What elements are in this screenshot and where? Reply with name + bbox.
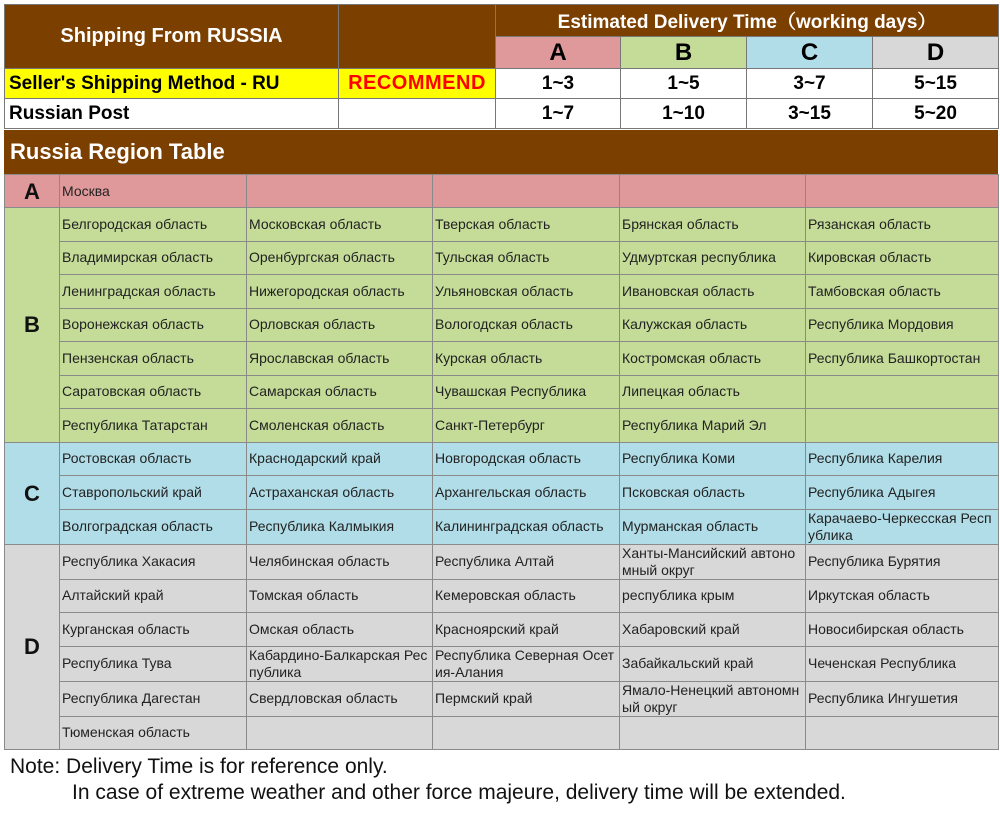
region-cell: Республика Марий Эл <box>620 409 806 443</box>
region-row <box>5 175 999 208</box>
recommend-badge: RECOMMEND <box>339 69 496 99</box>
region-cell <box>433 175 620 208</box>
region-cell: Смоленская область <box>247 409 433 443</box>
zone-header-c: C <box>747 37 873 69</box>
region-cell: Республика Карелия <box>806 442 999 476</box>
region-cell <box>806 375 999 409</box>
region-cell: Тамбовская область <box>806 275 999 309</box>
region-cell: Республика Татарстан <box>60 409 247 443</box>
region-cell: Московская область <box>247 208 433 242</box>
region-cell: Алтайский край <box>60 579 247 613</box>
note-line-1: Note: Delivery Time is for reference only. <box>10 755 388 778</box>
region-cell <box>620 716 806 750</box>
region-cell: Чувашская Республика <box>433 375 620 409</box>
region-cell: Ивановская область <box>620 275 806 309</box>
region-cell: Белгородская область <box>60 208 247 242</box>
region-cell: Кировская область <box>806 241 999 275</box>
zone-label-d: D <box>5 544 60 750</box>
region-cell: Красноярский край <box>433 613 620 647</box>
region-table-title: Russia Region Table <box>4 130 998 174</box>
time-seller-d: 5~15 <box>873 69 999 99</box>
region-cell: Республика Калмыкия <box>247 509 433 544</box>
region-cell: Свердловская область <box>247 681 433 716</box>
region-row <box>5 646 999 681</box>
region-cell: Забайкальский край <box>620 646 806 681</box>
region-cell: Краснодарский край <box>247 442 433 476</box>
zone-label-c: C <box>5 442 60 544</box>
region-row <box>5 208 999 242</box>
region-row <box>5 716 999 750</box>
zone-label-b: B <box>5 208 60 443</box>
zone-header-d: D <box>873 37 999 69</box>
region-row <box>5 442 999 476</box>
region-cell: Республика Адыгея <box>806 476 999 510</box>
shipping-title-spacer <box>339 5 496 69</box>
region-row <box>5 544 999 579</box>
region-cell: Брянская область <box>620 208 806 242</box>
region-cell: Новосибирская область <box>806 613 999 647</box>
region-cell: Республика Алтай <box>433 544 620 579</box>
region-cell: Архангельская область <box>433 476 620 510</box>
region-cell: Ставропольский край <box>60 476 247 510</box>
region-cell: Воронежская область <box>60 308 247 342</box>
region-cell: Республика Хакасия <box>60 544 247 579</box>
region-cell: Астраханская область <box>247 476 433 510</box>
time-post-b: 1~10 <box>621 99 747 129</box>
region-row <box>5 342 999 376</box>
region-cell: Курская область <box>433 342 620 376</box>
region-cell <box>806 175 999 208</box>
shipping-title: Shipping From RUSSIA <box>5 5 339 69</box>
region-cell: Республика Мордовия <box>806 308 999 342</box>
region-cell: Республика Башкортостан <box>806 342 999 376</box>
region-row <box>5 509 999 544</box>
region-cell: Москва <box>60 175 247 208</box>
region-cell: Пермский край <box>433 681 620 716</box>
region-cell: Саратовская область <box>60 375 247 409</box>
region-cell <box>247 175 433 208</box>
region-cell: Ямало-Ненецкий автономный округ <box>620 681 806 716</box>
time-post-a: 1~7 <box>496 99 621 129</box>
region-cell: Хабаровский край <box>620 613 806 647</box>
region-cell: Тверская область <box>433 208 620 242</box>
region-cell: республика крым <box>620 579 806 613</box>
region-row <box>5 308 999 342</box>
delivery-note <box>10 754 846 806</box>
region-cell: Калужская область <box>620 308 806 342</box>
time-seller-b: 1~5 <box>621 69 747 99</box>
region-cell: Оренбургская область <box>247 241 433 275</box>
region-cell: Омская область <box>247 613 433 647</box>
region-cell: Челябинская область <box>247 544 433 579</box>
region-row <box>5 476 999 510</box>
region-cell: Республика Бурятия <box>806 544 999 579</box>
region-cell: Самарская область <box>247 375 433 409</box>
region-cell: Владимирская область <box>60 241 247 275</box>
zone-header-a: A <box>496 37 621 69</box>
note-line-2: In case of extreme weather and other force majeure, delivery time will be extended. <box>72 781 846 804</box>
region-cell: Псковская область <box>620 476 806 510</box>
region-cell: Республика Ингушетия <box>806 681 999 716</box>
region-cell: Вологодская область <box>433 308 620 342</box>
region-cell: Ростовская область <box>60 442 247 476</box>
region-cell: Курганская область <box>60 613 247 647</box>
region-cell: Волгоградская область <box>60 509 247 544</box>
method-name-russian-post: Russian Post <box>5 99 339 129</box>
region-cell: Ленинградская область <box>60 275 247 309</box>
region-cell: Томская область <box>247 579 433 613</box>
region-cell: Мурманская область <box>620 509 806 544</box>
region-cell: Чеченская Республика <box>806 646 999 681</box>
region-cell: Кабардино-Балкарская Республика <box>247 646 433 681</box>
region-cell: Республика Северная Осетия-Алания <box>433 646 620 681</box>
region-cell: Республика Коми <box>620 442 806 476</box>
region-row <box>5 613 999 647</box>
time-seller-c: 3~7 <box>747 69 873 99</box>
region-cell: Ханты-Мансийский автономный округ <box>620 544 806 579</box>
region-row <box>5 409 999 443</box>
region-cell: Рязанская область <box>806 208 999 242</box>
region-cell: Нижегородская область <box>247 275 433 309</box>
method-name-seller: Seller's Shipping Method - RU <box>5 69 339 99</box>
region-row <box>5 681 999 716</box>
region-cell: Республика Дагестан <box>60 681 247 716</box>
shipping-time-table <box>4 4 999 129</box>
region-cell <box>433 716 620 750</box>
region-cell <box>247 716 433 750</box>
region-cell <box>620 175 806 208</box>
region-cell: Тульская область <box>433 241 620 275</box>
zone-label-a: A <box>5 175 60 208</box>
region-row <box>5 375 999 409</box>
region-row <box>5 241 999 275</box>
region-table <box>4 174 999 750</box>
region-cell <box>806 409 999 443</box>
region-cell: Республика Тува <box>60 646 247 681</box>
region-cell: Тюменская область <box>60 716 247 750</box>
region-cell: Карачаево-Черкесская Республика <box>806 509 999 544</box>
region-cell: Новгородская область <box>433 442 620 476</box>
region-cell: Кемеровская область <box>433 579 620 613</box>
region-cell: Ульяновская область <box>433 275 620 309</box>
region-cell: Удмуртская республика <box>620 241 806 275</box>
time-post-d: 5~20 <box>873 99 999 129</box>
region-row <box>5 275 999 309</box>
region-cell: Ярославская область <box>247 342 433 376</box>
region-cell: Санкт-Петербург <box>433 409 620 443</box>
region-cell <box>806 716 999 750</box>
time-seller-a: 1~3 <box>496 69 621 99</box>
region-cell: Иркутская область <box>806 579 999 613</box>
zone-header-b: B <box>621 37 747 69</box>
region-cell: Пензенская область <box>60 342 247 376</box>
time-post-c: 3~15 <box>747 99 873 129</box>
region-cell: Костромская область <box>620 342 806 376</box>
region-cell: Липецкая область <box>620 375 806 409</box>
region-cell: Калининградская область <box>433 509 620 544</box>
region-row <box>5 579 999 613</box>
method-tag-empty <box>339 99 496 129</box>
region-cell: Орловская область <box>247 308 433 342</box>
estimated-delivery-label: Estimated Delivery Time（working days） <box>496 5 999 37</box>
